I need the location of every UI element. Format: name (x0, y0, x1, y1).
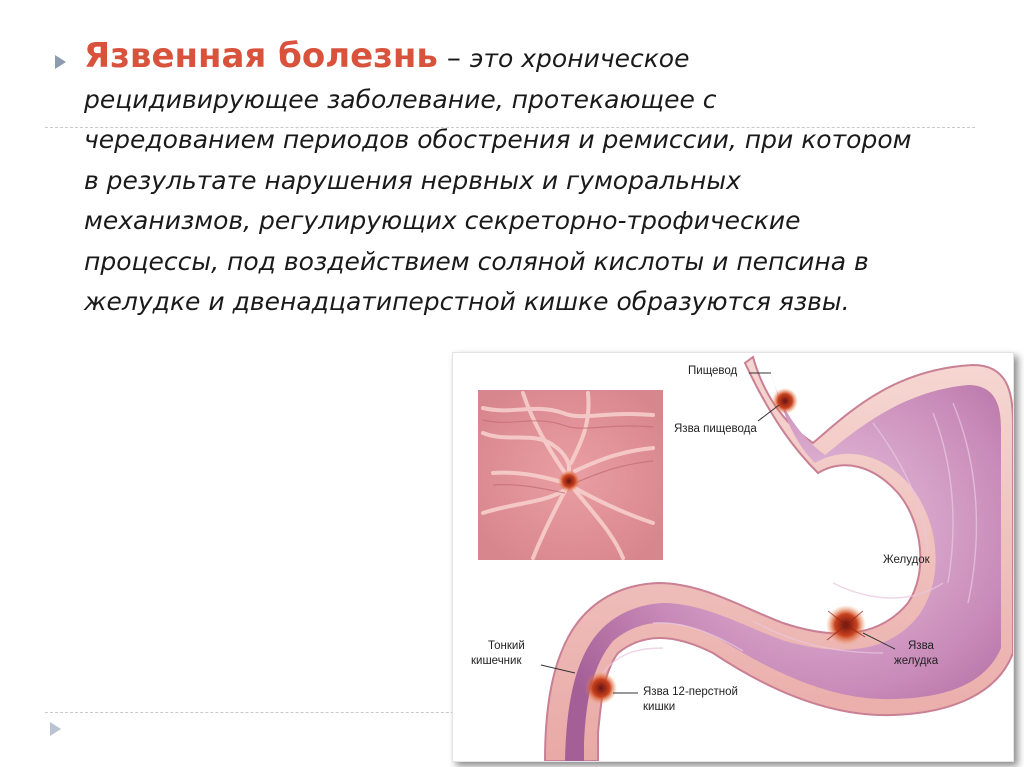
label-small-intestine-1: Тонкий (488, 640, 525, 652)
label-duodenal-ulcer-1: Язва 12-перстной (643, 686, 738, 698)
stomach-ulcer-illustration (452, 352, 1014, 762)
definition-paragraph (84, 36, 914, 323)
label-esophagus: Пищевод (688, 365, 738, 377)
bullet-arrow-icon (50, 722, 61, 736)
mucosa-ulcer-mark (558, 470, 580, 492)
label-stomach-ulcer-2: желудка (894, 655, 939, 667)
bullet-arrow-icon (55, 55, 66, 69)
term-dash: – (437, 41, 470, 74)
label-stomach: Желудок (883, 554, 930, 566)
label-esophageal-ulcer: Язва пищевода (674, 423, 757, 435)
label-duodenal-ulcer-2: кишки (643, 701, 676, 713)
duodenal-ulcer-mark (585, 672, 617, 704)
label-stomach-ulcer-1: Язва (908, 640, 934, 652)
term-heading: Язвенная болезнь (84, 36, 438, 76)
esophageal-ulcer-mark (772, 388, 798, 414)
label-small-intestine-2: кишечник (471, 655, 522, 667)
definition-text: это хроническое рецидивирующее заболевание, протекающее с чередованием периодов обострения и ремиссии, при котором в результате нарушения нервных и гуморальных механизмов, регулирующих секреторно-трофические процессы, под воздействием соляной кислоты и пепсина в желудке и двенадцатиперстной кишке образуются язвы. (84, 44, 912, 316)
